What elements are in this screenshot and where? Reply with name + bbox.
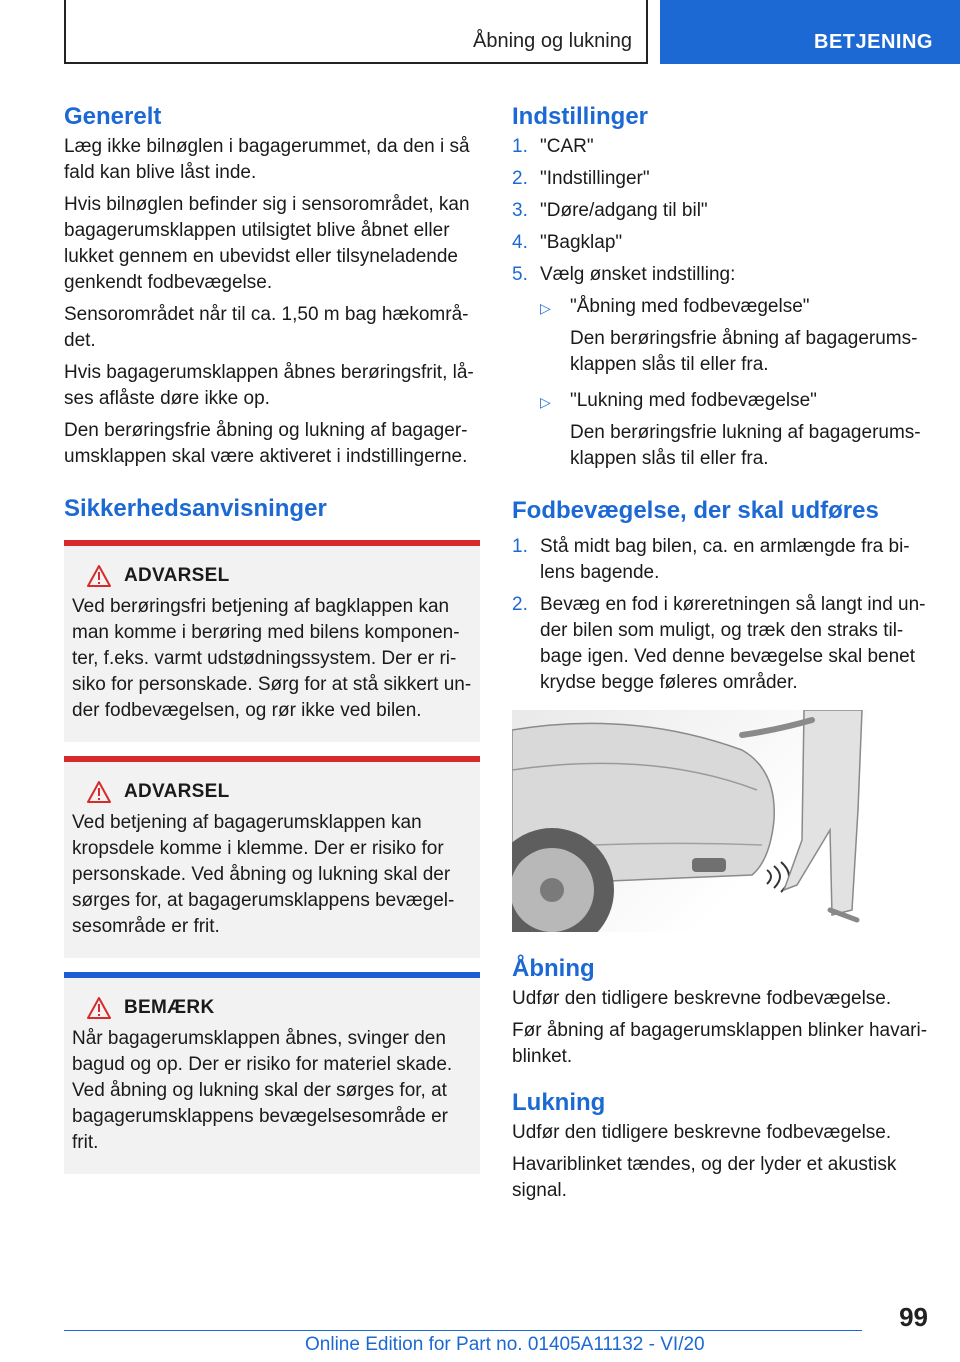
settings-steps [512, 134, 928, 288]
triangle-right-icon: ▷ [540, 394, 551, 410]
option-desc-2: Den berøringsfrie lukning af bagagerums-klappen slås til eller fra. [570, 422, 921, 469]
step-text: "Indstillinger" [540, 168, 650, 189]
car-rear-foot-illustration-svg [512, 710, 868, 932]
page-number: 99 [899, 1302, 928, 1332]
list-item [512, 592, 928, 696]
list-item [512, 134, 928, 160]
footer-rule [64, 1330, 862, 1331]
generelt-heading: Generelt [64, 103, 162, 130]
step-text: Vælg ønsket indstilling: [540, 264, 736, 285]
foot-steps [512, 534, 928, 696]
step-number: 4. [512, 232, 528, 253]
list-item [512, 198, 928, 224]
step-text: Stå midt bag bilen, ca. en armlængde fra bi-lens bagende. [540, 536, 910, 583]
header-section-tab [660, 0, 960, 64]
warning-triangle-icon [86, 996, 112, 1020]
list-item [512, 262, 928, 288]
warning-box-2 [64, 756, 480, 958]
step-number: 3. [512, 200, 528, 221]
warning-title-1: ADVARSEL [124, 565, 230, 586]
settings-options [540, 294, 928, 472]
safety-heading: Sikkerhedsanvisninger [64, 495, 327, 522]
step-number: 2. [512, 168, 528, 189]
step-text: "Døre/adgang til bil" [540, 200, 708, 221]
step-number: 1. [512, 536, 528, 557]
triangle-right-icon: ▷ [540, 300, 551, 316]
note-title: BEMÆRK [124, 997, 215, 1018]
option-item [540, 388, 928, 416]
header-left-rule [64, 0, 66, 64]
closing-paragraph-2: Havariblinket tændes, og der lyder et akustisk signal. [512, 1154, 897, 1201]
list-item [512, 534, 928, 586]
note-text: Når bagagerumsklappen åbnes, svinger den bagud og op. Der er risiko for materiel skade. Ved åbning og lukning skal der sørges for, at bagagerumsklappens bevægelsesområde er frit. [72, 1028, 453, 1153]
warning-triangle-icon [86, 780, 112, 804]
warning-text-2: Ved betjening af bagagerumsklappen kan kropsdele komme i klemme. Der er risiko for personskade. Ved åbning og lukning skal der sørges for, at bagagerumsklappens bevægel-sesområde er frit. [72, 812, 455, 937]
header-chapter: Åbning og lukning [472, 30, 632, 52]
list-item [512, 230, 928, 256]
step-text: "CAR" [540, 136, 594, 157]
header-chapter-box [64, 0, 648, 64]
warning-box-1 [64, 540, 480, 742]
step-text: "Bagklap" [540, 232, 623, 253]
step-number: 5. [512, 264, 528, 285]
opening-heading: Åbning [512, 955, 595, 982]
option-item [540, 294, 928, 322]
generelt-paragraph-1: Læg ikke bilnøglen i bagagerummet, da den i så fald kan blive låst inde. [64, 136, 470, 183]
list-item [512, 166, 928, 192]
header-section: BETJENING [814, 31, 933, 53]
car-rear-foot-illustration [512, 710, 868, 932]
closing-paragraph-1: Udfør den tidligere beskrevne fodbevægelse. [512, 1122, 892, 1143]
note-box [64, 972, 480, 1174]
generelt-paragraph-4: Hvis bagagerumsklappen åbnes berøringsfrit, lå-ses aflåste døre ikke op. [64, 362, 474, 409]
step-number: 2. [512, 594, 528, 615]
step-text: Bevæg en fod i køreretningen så langt ind un-der bilen som muligt, og træk den straks til-bage igen. Ved denne bevægelse skal benet krydse begge føleres områder. [540, 594, 926, 693]
opening-paragraph-1: Udfør den tidligere beskrevne fodbevægelse. [512, 988, 892, 1009]
generelt-paragraph-2: Hvis bilnøglen befinder sig i sensorområdet, kan bagagerumsklappen utilsigtet blive åbnet eller lukket gennem en ubevidst eller tilsyneladende genkendt fodbevægelse. [64, 194, 470, 293]
left-column [64, 100, 480, 1188]
warning-text-1: Ved berøringsfri betjening af bagklappen kan man komme i berøring med bilens komponen-ter, f.eks. varmt udstødningssystem. Der er ri-siko for personskade. Sørg for at stå sikkert un-der fodbevægelsen, og rør ikke ved bilen. [72, 596, 472, 721]
option-label-1: "Åbning med fodbevægelse" [570, 296, 810, 317]
generelt-paragraph-3: Sensorområdet når til ca. 1,50 m bag hækområ-det. [64, 304, 469, 351]
option-label-2: "Lukning med fodbevægelse" [570, 390, 817, 411]
warning-title-2: ADVARSEL [124, 781, 230, 802]
option-desc-1: Den berøringsfrie åbning af bagagerums-klappen slås til eller fra. [570, 328, 918, 375]
generelt-paragraph-5: Den berøringsfrie åbning og lukning af bagager-umsklappen skal være aktiveret i indstillingerne. [64, 420, 468, 467]
foot-movement-heading: Fodbevægelse, der skal udføres [512, 497, 879, 524]
footer-edition: Online Edition for Part no. 01405A11132 - VI/20 [305, 1334, 705, 1355]
step-number: 1. [512, 136, 528, 157]
warning-triangle-icon [86, 564, 112, 588]
right-column [512, 100, 928, 1210]
settings-heading: Indstillinger [512, 103, 649, 130]
opening-paragraph-2: Før åbning af bagagerumsklappen blinker havari-blinket. [512, 1020, 928, 1067]
closing-heading: Lukning [512, 1089, 606, 1116]
